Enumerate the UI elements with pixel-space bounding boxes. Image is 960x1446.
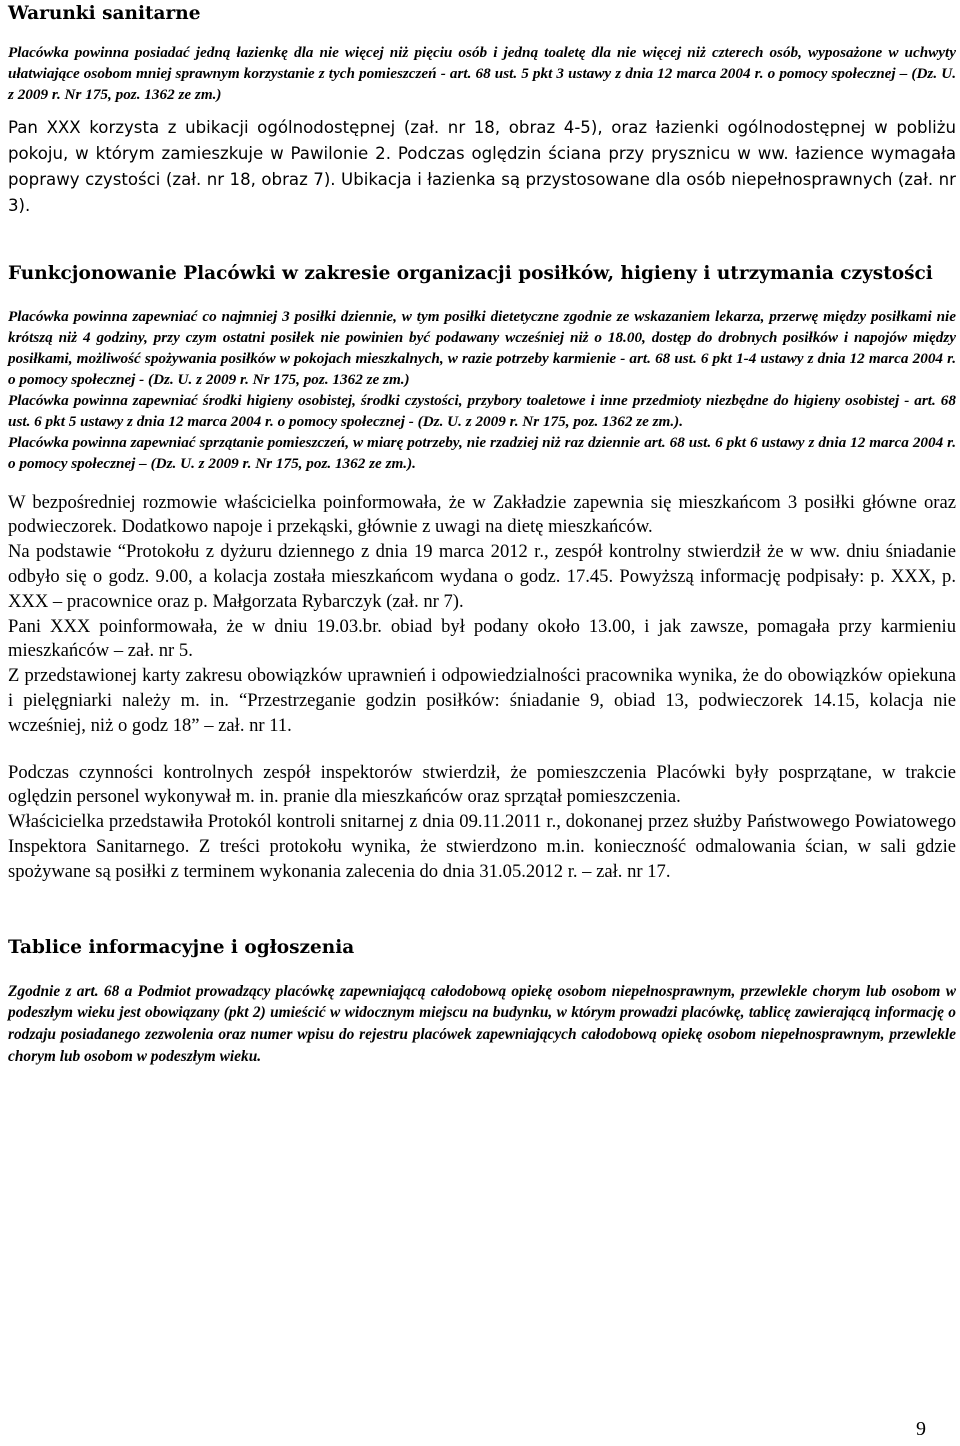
findings-cleaning: Podczas czynności kontrolnych zespół inspektorów stwierdził, że pomieszczenia Placówki były posprzątane, w trakcie oględzin personel wykonywał m. in. pranie dla mieszkańców oraz sprzątał pomieszczenia.: [8, 761, 956, 808]
findings-meals-interview: W bezpośredniej rozmowie właścicielka poinformowała, że w Zakładzie zapewnia się mieszkańcom 3 posiłki główne oraz podwieczorek. Dodatkowo napoje i przekąski, głównie z uwagi na dietę mieszkańców.: [8, 491, 956, 538]
findings-sanitary: Pan XXX korzysta z ubikacji ogólnodostępnej (zał. nr 18, obraz 4-5), oraz łazienki ogólnodostępnej w pobliżu pokoju, w którym zamieszkuje w Pawilonie 2. Podczas oględzin ściana przy prysznicu w ww. łazience wymagała poprawy czystości (zał. nr 18, obraz 7). Ubikacja i łazienka są przystosowane dla osób niepełnosprawnych (zał. nr 3).: [8, 118, 956, 215]
legal-requirement-meals: Placówka powinna zapewniać co najmniej 3 posiłki dziennie, w tym posiłki dietetyczne zgodnie ze wskazaniem lekarza, przerwę między posiłkami nie krótszą niż 4 godziny, przy czym ostatni posiłek nie powinien być podawany wcześniej niż o 18.00, dostęp do drobnych posiłków i napojów między posiłkami, możliwość spożywania posiłków w pokojach mieszkalnych, w razie potrzeby karmienie - art. 68 ust. 6 pkt 1-4 ustawy z dnia 12 marca 2004 r. o pomocy społecznej - (Dz. U. z 2009 r. Nr 175, poz. 1362 ze zm.): [8, 307, 956, 388]
legal-requirement-boards: Zgodnie z art. 68 a Podmiot prowadzący placówkę zapewniającą całodobową opiekę osobom niepełnosprawnym, przewlekle chorym lub osobom w podeszłym wieku jest obowiązany (pkt 2) umieścić w widocznym miejscu na budynku, w którym prowadzi placówkę, tablicę zawierającą informację o rodzaju posiadanego zezwolenia oraz numer wpisu do rejestru placówek zapewniających całodobową opiekę osobom niepełnosprawnym, przewlekle chorym lub osobom w podeszłym wieku.: [8, 982, 956, 1065]
section-title-boards: Tablice informacyjne i ogłoszenia: [8, 936, 355, 958]
document-page: [8, 0, 956, 1068]
findings-sanitary-protocol: Właścicielka przedstawiła Protokól kontroli snitarnej z dnia 09.11.2011 r., dokonanej przez służby Państwowego Powiatowego Inspektora Sanitarnego. Z treści protokołu wynika, że stwierdzono m.in. konieczność odmalowania ścian, w sali gdzie spożywane są posiłki z terminem wykonania zalecenia do dnia 31.05.2012 r. – zał. nr 17.: [8, 811, 956, 882]
findings-meals-duties: Z przedstawionej karty zakresu obowiązków uprawnień i odpowiedzialności pracownika wynika, że do obowiązków opiekuna i pielęgniarki należy m. in. “Przestrzeganie godzin posiłków: śniadanie 9, obiad 13, podwieczorek 14.15, kolacja nie wcześniej, niż o godz 18” – zał. nr 11.: [8, 665, 956, 736]
page-number: 9: [916, 1418, 926, 1440]
legal-requirement-cleaning: Placówka powinna zapewniać sprzątanie pomieszczeń, w miarę potrzeby, nie rzadziej niż raz dziennie art. 68 ust. 6 pkt 6 ustawy z dnia 12 marca 2004 r. o pomocy społecznej – (Dz. U. z 2009 r. Nr 175, poz. 1362 ze zm.).: [8, 433, 956, 472]
section-title-sanitary: Warunki sanitarne: [8, 3, 201, 24]
findings-meals-lunch: Pani XXX poinformowała, że w dniu 19.03.br. obiad był podany około 13.00, i jak zawsze, pomagała przy karmieniu mieszkańców – zał. nr 5.: [8, 615, 956, 662]
legal-requirement-hygiene: Placówka powinna zapewniać środki higieny osobistej, środki czystości, przybory toaletowe i inne przedmioty niezbędne do higieny osobistej - art. 68 ust. 6 pkt 5 ustawy z dnia 12 marca 2004 r. o pomocy społecznej - (Dz. U. z 2009 r. Nr 175, poz. 1362 ze zm.).: [8, 391, 956, 430]
legal-requirement-sanitary: Placówka powinna posiadać jedną łazienkę dla nie więcej niż pięciu osób i jedną toaletę dla nie więcej niż czterech osób, wyposażone w uchwyty ułatwiające osobom mniej sprawnym korzystanie z tych pomieszczeń - art. 68 ust. 5 pkt 3 ustawy z dnia 12 marca 2004 r. o pomocy społecznej – (Dz. U. z 2009 r. Nr 175, poz. 1362 ze zm.): [8, 44, 956, 104]
section-title-meals: Funkcjonowanie Placówki w zakresie organizacji posiłków, higieny i utrzymania czystości: [8, 263, 933, 285]
findings-meals-protocol: Na podstawie “Protokołu z dyżuru dziennego z dnia 19 marca 2012 r., zespół kontrolny stwierdził że w ww. dniu śniadanie odbyło się o godz. 9.00, a kolacja została mieszkańcom wydana o godz. 17.45. Powyższą informację podpisały: p. XXX, p. XXX – pracownice oraz p. Małgorzata Rybarczyk (zał. nr 7).: [8, 541, 956, 612]
